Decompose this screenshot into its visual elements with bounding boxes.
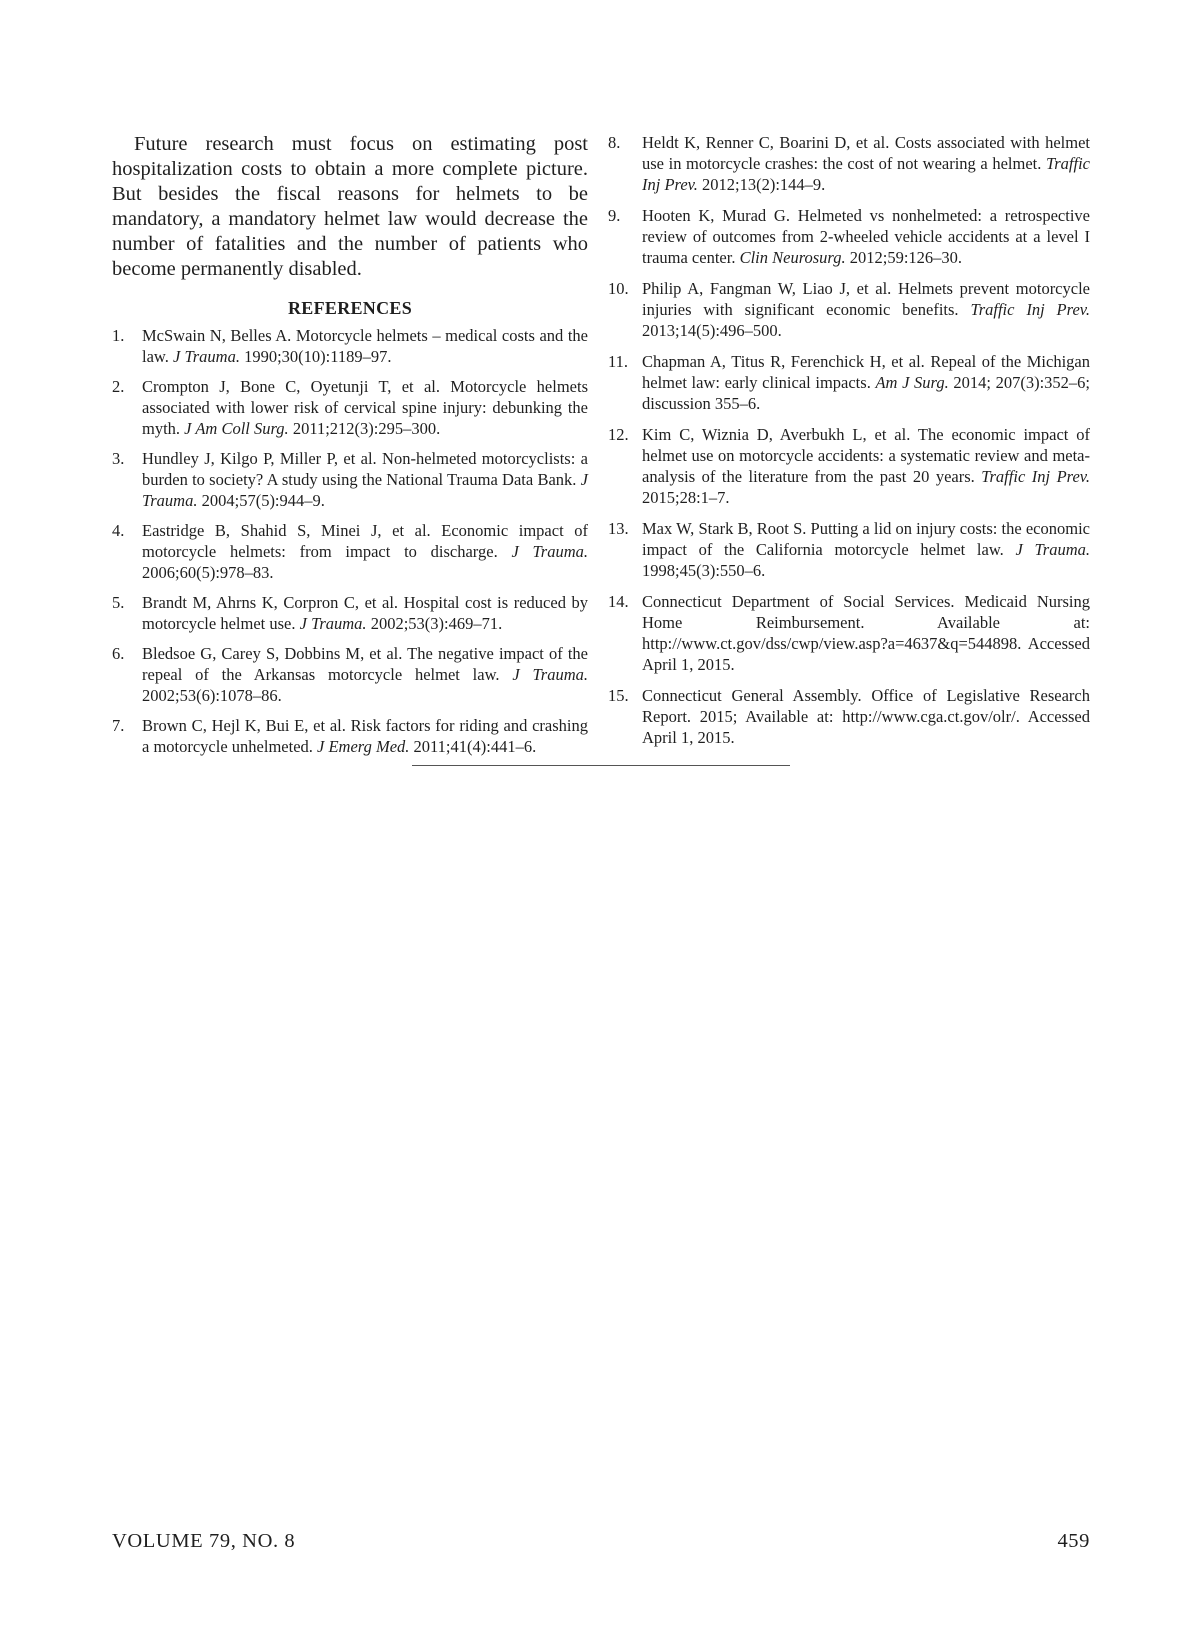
reference-number: 2. <box>112 377 125 396</box>
section-divider <box>412 765 790 766</box>
reference-citation: 2004;57(5):944–9. <box>197 491 325 510</box>
reference-journal: Traffic Inj Prev. <box>970 300 1090 319</box>
reference-citation: 2002;53(6):1078–86. <box>142 686 282 705</box>
reference-text: McSwain N, Belles A. Motorcycle helmets – medical costs and the law. <box>142 326 588 366</box>
reference-citation: 2006;60(5):978–83. <box>142 563 274 582</box>
reference-journal: Clin Neurosurg. <box>739 248 846 267</box>
reference-item <box>112 715 588 757</box>
reference-text: Max W, Stark B, Root S. Putting a lid on injury costs: the economic impact of the California motorcycle helmet law. <box>642 519 1090 559</box>
reference-text: Chapman A, Titus R, Ferenchick H, et al. Repeal of the Michigan helmet law: early clinical impacts. <box>642 352 1090 392</box>
reference-citation: 2011;212(3):295–300. <box>288 419 441 438</box>
reference-citation: 2011;41(4):441–6. <box>409 737 537 756</box>
reference-text: Bledsoe G, Carey S, Dobbins M, et al. The negative impact of the repeal of the Arkansas motorcycle helmet law. <box>142 644 588 684</box>
reference-journal: Am J Surg. <box>875 373 949 392</box>
references-heading: REFERENCES <box>287 298 413 318</box>
reference-number: 5. <box>112 593 125 612</box>
reference-text: Hooten K, Murad G. Helmeted vs nonhelmeted: a retrospective review of outcomes from 2-wheeled vehicle accidents at a level I trauma center. <box>642 206 1090 267</box>
reference-citation: 2012;13(2):144–9. <box>697 175 826 194</box>
reference-citation: 2014; 207(3):352–6; discussion 355–6. <box>642 373 1090 413</box>
reference-journal: J Trauma. <box>173 347 240 366</box>
reference-citation: 1998;45(3):550–6. <box>642 561 766 580</box>
reference-journal: Traffic Inj Prev. <box>981 467 1091 486</box>
reference-list-right <box>608 132 1091 748</box>
reference-item <box>608 278 1090 341</box>
reference-number: 15. <box>608 686 629 705</box>
reference-text: Connecticut Department of Social Services. Medicaid Nursing Home Reimbursement. Available at: http://www.ct.gov/dss/cwp/view.asp?a=4637&q=544898. Accessed April 1, 2015. <box>642 592 1090 674</box>
reference-number: 3. <box>112 449 125 468</box>
reference-journal: J Am Coll Surg. <box>184 419 289 438</box>
reference-citation: 1990;30(10):1189–97. <box>239 347 392 366</box>
reference-text: Crompton J, Bone C, Oyetunji T, et al. Motorcycle helmets associated with lower risk of cervical spine injury: debunking the myth. <box>142 377 588 438</box>
reference-number: 11. <box>608 352 629 371</box>
footer-volume: VOLUME 79, NO. 8 <box>112 1530 296 1552</box>
reference-item <box>608 424 1091 508</box>
reference-number: 9. <box>608 206 621 225</box>
reference-item <box>608 591 1090 675</box>
footer-page-number: 459 <box>1057 1530 1090 1552</box>
reference-text: Philip A, Fangman W, Liao J, et al. Helmets prevent motorcycle injuries with significant economic benefits. <box>642 279 1090 319</box>
reference-citation: 2002;53(3):469–71. <box>366 614 503 633</box>
reference-text: Hundley J, Kilgo P, Miller P, et al. Non-helmeted motorcyclists: a burden to society? A study using the National Trauma Data Bank. <box>142 449 588 489</box>
reference-journal: J Trauma. <box>512 665 588 684</box>
reference-item <box>608 518 1090 581</box>
reference-list-left <box>112 325 588 757</box>
reference-citation: 2015;28:1–7. <box>642 488 730 507</box>
reference-text: Connecticut General Assembly. Office of Legislative Research Report. 2015; Available at: http://www.cga.ct.gov/olr/. Accessed April 1, 2015. <box>642 686 1090 747</box>
reference-item <box>112 592 588 634</box>
reference-item <box>112 448 588 511</box>
reference-journal: Traffic Inj Prev. <box>642 154 1090 194</box>
reference-number: 1. <box>112 326 125 345</box>
reference-item <box>112 325 588 367</box>
body-paragraph: Future research must focus on estimating post hospitalization costs to obtain a more complete picture. But besides the fiscal reasons for helmets to be mandatory, a mandatory helmet law would decrease the number of fatalities and the number of patients who become permanently disabled. <box>112 133 588 280</box>
reference-item <box>608 685 1090 748</box>
reference-journal: J Trauma. <box>142 470 588 510</box>
reference-number: 4. <box>112 521 125 540</box>
reference-text: Kim C, Wiznia D, Averbukh L, et al. The economic impact of helmet use on motorcycle accidents: a systematic review and meta-analysis of the literature from the past 20 years. <box>642 425 1090 486</box>
reference-text: Heldt K, Renner C, Boarini D, et al. Costs associated with helmet use in motorcycle crashes: the cost of not wearing a helmet. <box>642 133 1090 173</box>
reference-text: Brown C, Hejl K, Bui E, et al. Risk factors for riding and crashing a motorcycle unhelmeted. <box>142 716 588 756</box>
reference-citation: 2013;14(5):496–500. <box>642 321 782 340</box>
reference-text: Eastridge B, Shahid S, Minei J, et al. Economic impact of motorcycle helmets: from impact to discharge. <box>142 521 588 561</box>
reference-number: 14. <box>608 592 629 611</box>
reference-journal: J Trauma. <box>1015 540 1090 559</box>
reference-number: 6. <box>112 644 125 663</box>
reference-number: 8. <box>608 133 621 152</box>
reference-item <box>112 376 588 439</box>
reference-number: 7. <box>112 716 125 735</box>
right-column <box>608 132 1091 758</box>
reference-text: Brandt M, Ahrns K, Corpron C, et al. Hospital cost is reduced by motorcycle helmet use. <box>142 593 588 633</box>
reference-item <box>608 132 1090 195</box>
reference-journal: J Trauma. <box>511 542 588 561</box>
reference-number: 12. <box>608 425 629 444</box>
reference-journal: J Trauma. <box>299 614 367 633</box>
reference-item <box>608 205 1090 268</box>
reference-item <box>112 520 588 583</box>
reference-number: 10. <box>608 279 629 298</box>
reference-journal: J Emerg Med. <box>317 737 410 756</box>
reference-item <box>608 351 1090 414</box>
reference-item <box>112 643 588 706</box>
reference-citation: 2012;59:126–30. <box>845 248 963 267</box>
left-column <box>112 132 588 766</box>
reference-number: 13. <box>608 519 629 538</box>
